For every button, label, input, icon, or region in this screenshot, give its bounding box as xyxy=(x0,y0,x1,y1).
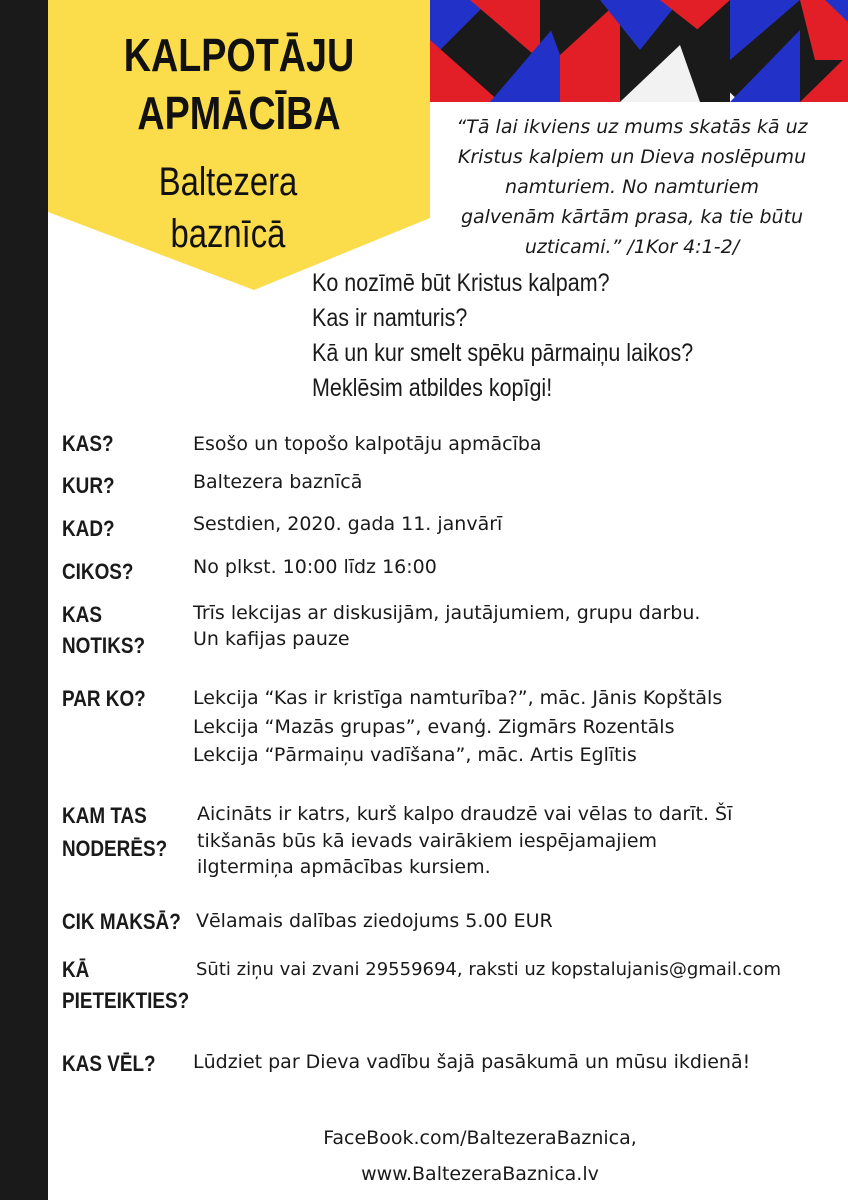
value-kas-vel: Lūdziet par Dieva vadību šajā pasākumā un mūsu ikdienā! xyxy=(193,1051,751,1073)
label-kad: KAD? xyxy=(62,516,115,541)
left-black-bar xyxy=(0,0,48,1200)
quote-line: “Tā lai ikviens uz mums skatās kā uz xyxy=(456,116,808,138)
quote-line: galvenām kārtām prasa, ka tie būtu xyxy=(460,206,804,228)
question-item: Ko nozīmē būt Kristus kalpam? xyxy=(312,269,610,297)
value-par-ko-1: Lekcija “Kas ir kristīga namturība?”, māc. Jānis Kopštāls xyxy=(193,687,723,709)
value-cikos: No plkst. 10:00 līdz 16:00 xyxy=(193,556,437,578)
questions-list xyxy=(312,266,832,406)
value-pieteikties: Sūti ziņu vai zvani 29559694, raksti uz kopstalujanis@gmail.com xyxy=(196,959,781,980)
value-notiks-2: Un kafijas pauze xyxy=(193,628,350,650)
label-cikos: CIKOS? xyxy=(62,559,134,584)
label-kas-vel: KAS VĒL? xyxy=(62,1051,156,1076)
question-item: Kā un kur smelt spēku pārmaiņu laikos? xyxy=(312,339,694,367)
value-cik-maksa: Vēlamais dalības ziedojums 5.00 EUR xyxy=(196,910,553,932)
quote-line: uzticami.” /1Kor 4:1-2/ xyxy=(524,236,740,258)
value-par-ko-3: Lekcija “Pārmaiņu vadīšana”, māc. Artis Eglītis xyxy=(193,744,637,766)
value-kad: Sestdien, 2020. gada 11. janvārī xyxy=(193,513,503,535)
label-kam-tas-1: KAM TAS xyxy=(62,803,147,828)
label-pieteikties-1: KĀ xyxy=(62,957,90,982)
geometric-pattern xyxy=(430,0,848,102)
value-notiks-1: Trīs lekcijas ar diskusijām, jautājumiem, grupu darbu. xyxy=(193,602,701,624)
value-noderes-2: tikšanās būs kā ievads vairākiem iespējamajiem xyxy=(197,830,658,852)
title-line-1: KALPOTĀJU xyxy=(123,29,355,81)
title-line-2: APMĀCĪBA xyxy=(137,87,341,139)
scripture-quote xyxy=(430,112,834,262)
subtitle-line-2: baznīcā xyxy=(170,212,286,256)
quote-line: Kristus kalpiem un Dieva noslēpumu xyxy=(457,146,807,168)
label-kas-notiks-2: NOTIKS? xyxy=(62,633,146,658)
label-cik-maksa: CIK MAKSĀ? xyxy=(62,909,181,934)
label-par-ko: PAR KO? xyxy=(62,686,146,711)
label-kam-tas-2: NODERĒS? xyxy=(62,836,168,861)
value-par-ko-2: Lekcija “Mazās grupas”, evanģ. Zigmārs Rozentāls xyxy=(193,716,675,738)
question-item: Meklēsim atbildes kopīgi! xyxy=(312,374,553,402)
value-kur: Baltezera baznīcā xyxy=(193,471,363,493)
label-pieteikties-2: PIETEIKTIES? xyxy=(62,988,190,1013)
value-noderes-3: ilgtermiņa apmācības kursiem. xyxy=(197,856,491,878)
subtitle-line-1: Baltezera xyxy=(158,160,298,204)
question-item: Kas ir namturis? xyxy=(312,304,468,332)
footer-website: www.BaltezeraBaznica.lv xyxy=(361,1163,599,1185)
quote-line: namturiem. No namturiem xyxy=(505,176,759,198)
label-kas-notiks-1: KAS xyxy=(62,602,102,627)
footer-facebook: FaceBook.com/BaltezeraBaznica, xyxy=(323,1127,637,1149)
value-noderes-1: Aicināts ir katrs, kurš kalpo draudzē vai vēlas to darīt. Šī xyxy=(197,803,733,825)
label-kur: KUR? xyxy=(62,473,115,498)
value-kas: Esošo un topošo kalpotāju apmācība xyxy=(193,433,542,455)
label-kas: KAS? xyxy=(62,431,114,456)
